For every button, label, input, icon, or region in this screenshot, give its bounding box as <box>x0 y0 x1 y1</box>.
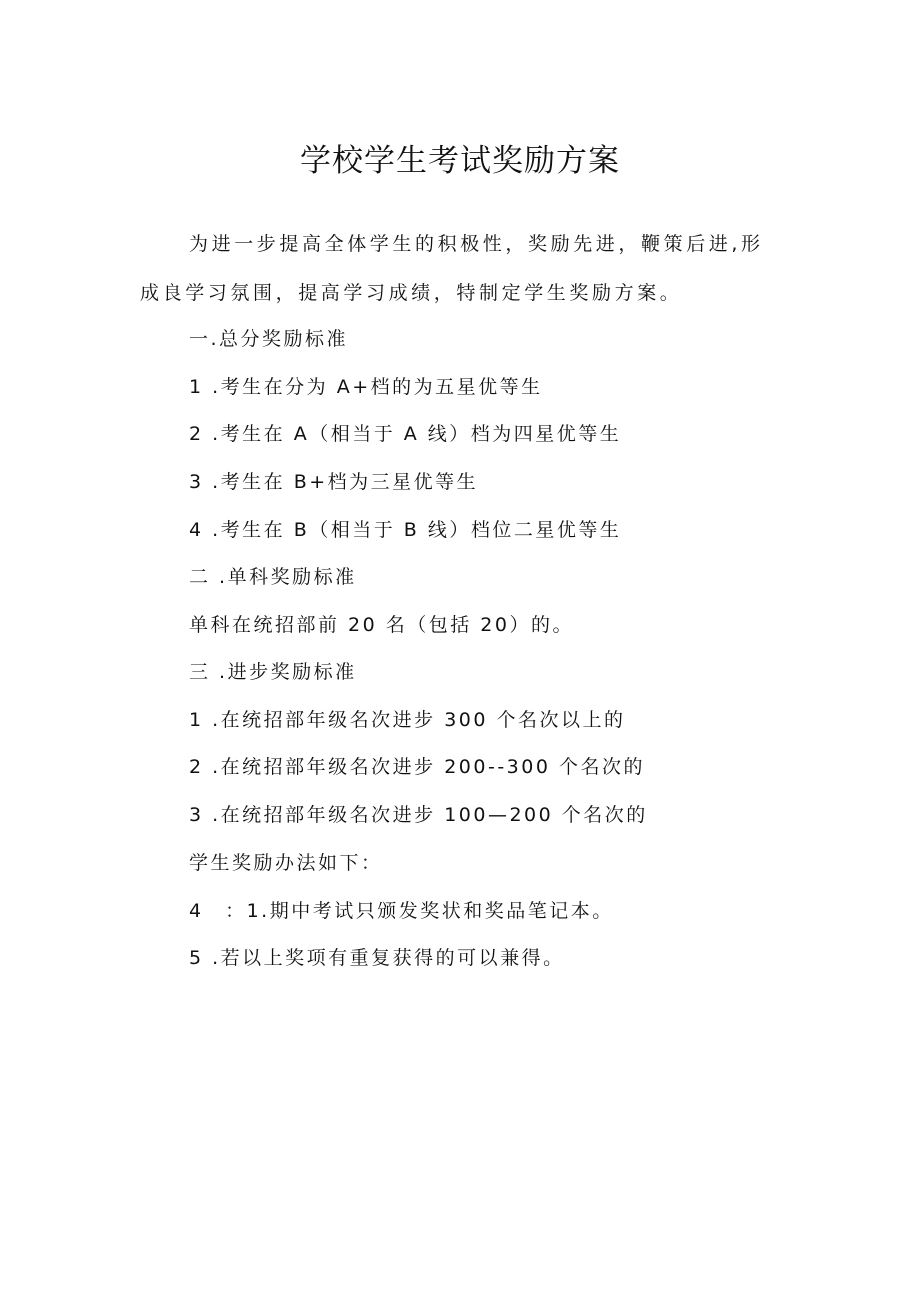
list-item: 5 .若以上奖项有重复获得的可以兼得。 <box>189 947 565 969</box>
intro-paragraph-line-1: 为进一步提高全体学生的积极性，奖励先进，鞭策后进,形 <box>189 233 764 255</box>
section-heading-progress: 三 .进步奖励标准 <box>189 661 357 683</box>
list-item: 2 .考生在 A（相当于 A 线）档为四星优等生 <box>189 423 622 445</box>
list-item: 4 ：1.期中考试只颁发奖状和奖品笔记本。 <box>189 900 614 922</box>
list-item: 4 .考生在 B（相当于 B 线）档位二星优等生 <box>189 519 622 541</box>
list-item: 3 .在统招部年级名次进步 100—200 个名次的 <box>189 804 648 826</box>
list-item: 1 .在统招部年级名次进步 300 个名次以上的 <box>189 709 626 731</box>
section-heading-total-score: 一.总分奖励标准 <box>189 328 349 350</box>
intro-paragraph-line-2: 成良学习氛围，提高学习成绩，特制定学生奖励方案。 <box>140 282 683 304</box>
section-heading-single-subject: 二 .单科奖励标准 <box>189 566 357 588</box>
list-item: 2 .在统招部年级名次进步 200--300 个名次的 <box>189 756 645 778</box>
list-item: 1 .考生在分为 A+档的为五星优等生 <box>189 376 543 398</box>
document-title: 学校学生考试奖励方案 <box>300 143 620 179</box>
section-heading-methods: 学生奖励办法如下： <box>189 852 383 874</box>
list-item: 3 .考生在 B+档为三星优等生 <box>189 471 479 493</box>
list-item: 单科在统招部前 20 名（包括 20）的。 <box>189 614 574 636</box>
